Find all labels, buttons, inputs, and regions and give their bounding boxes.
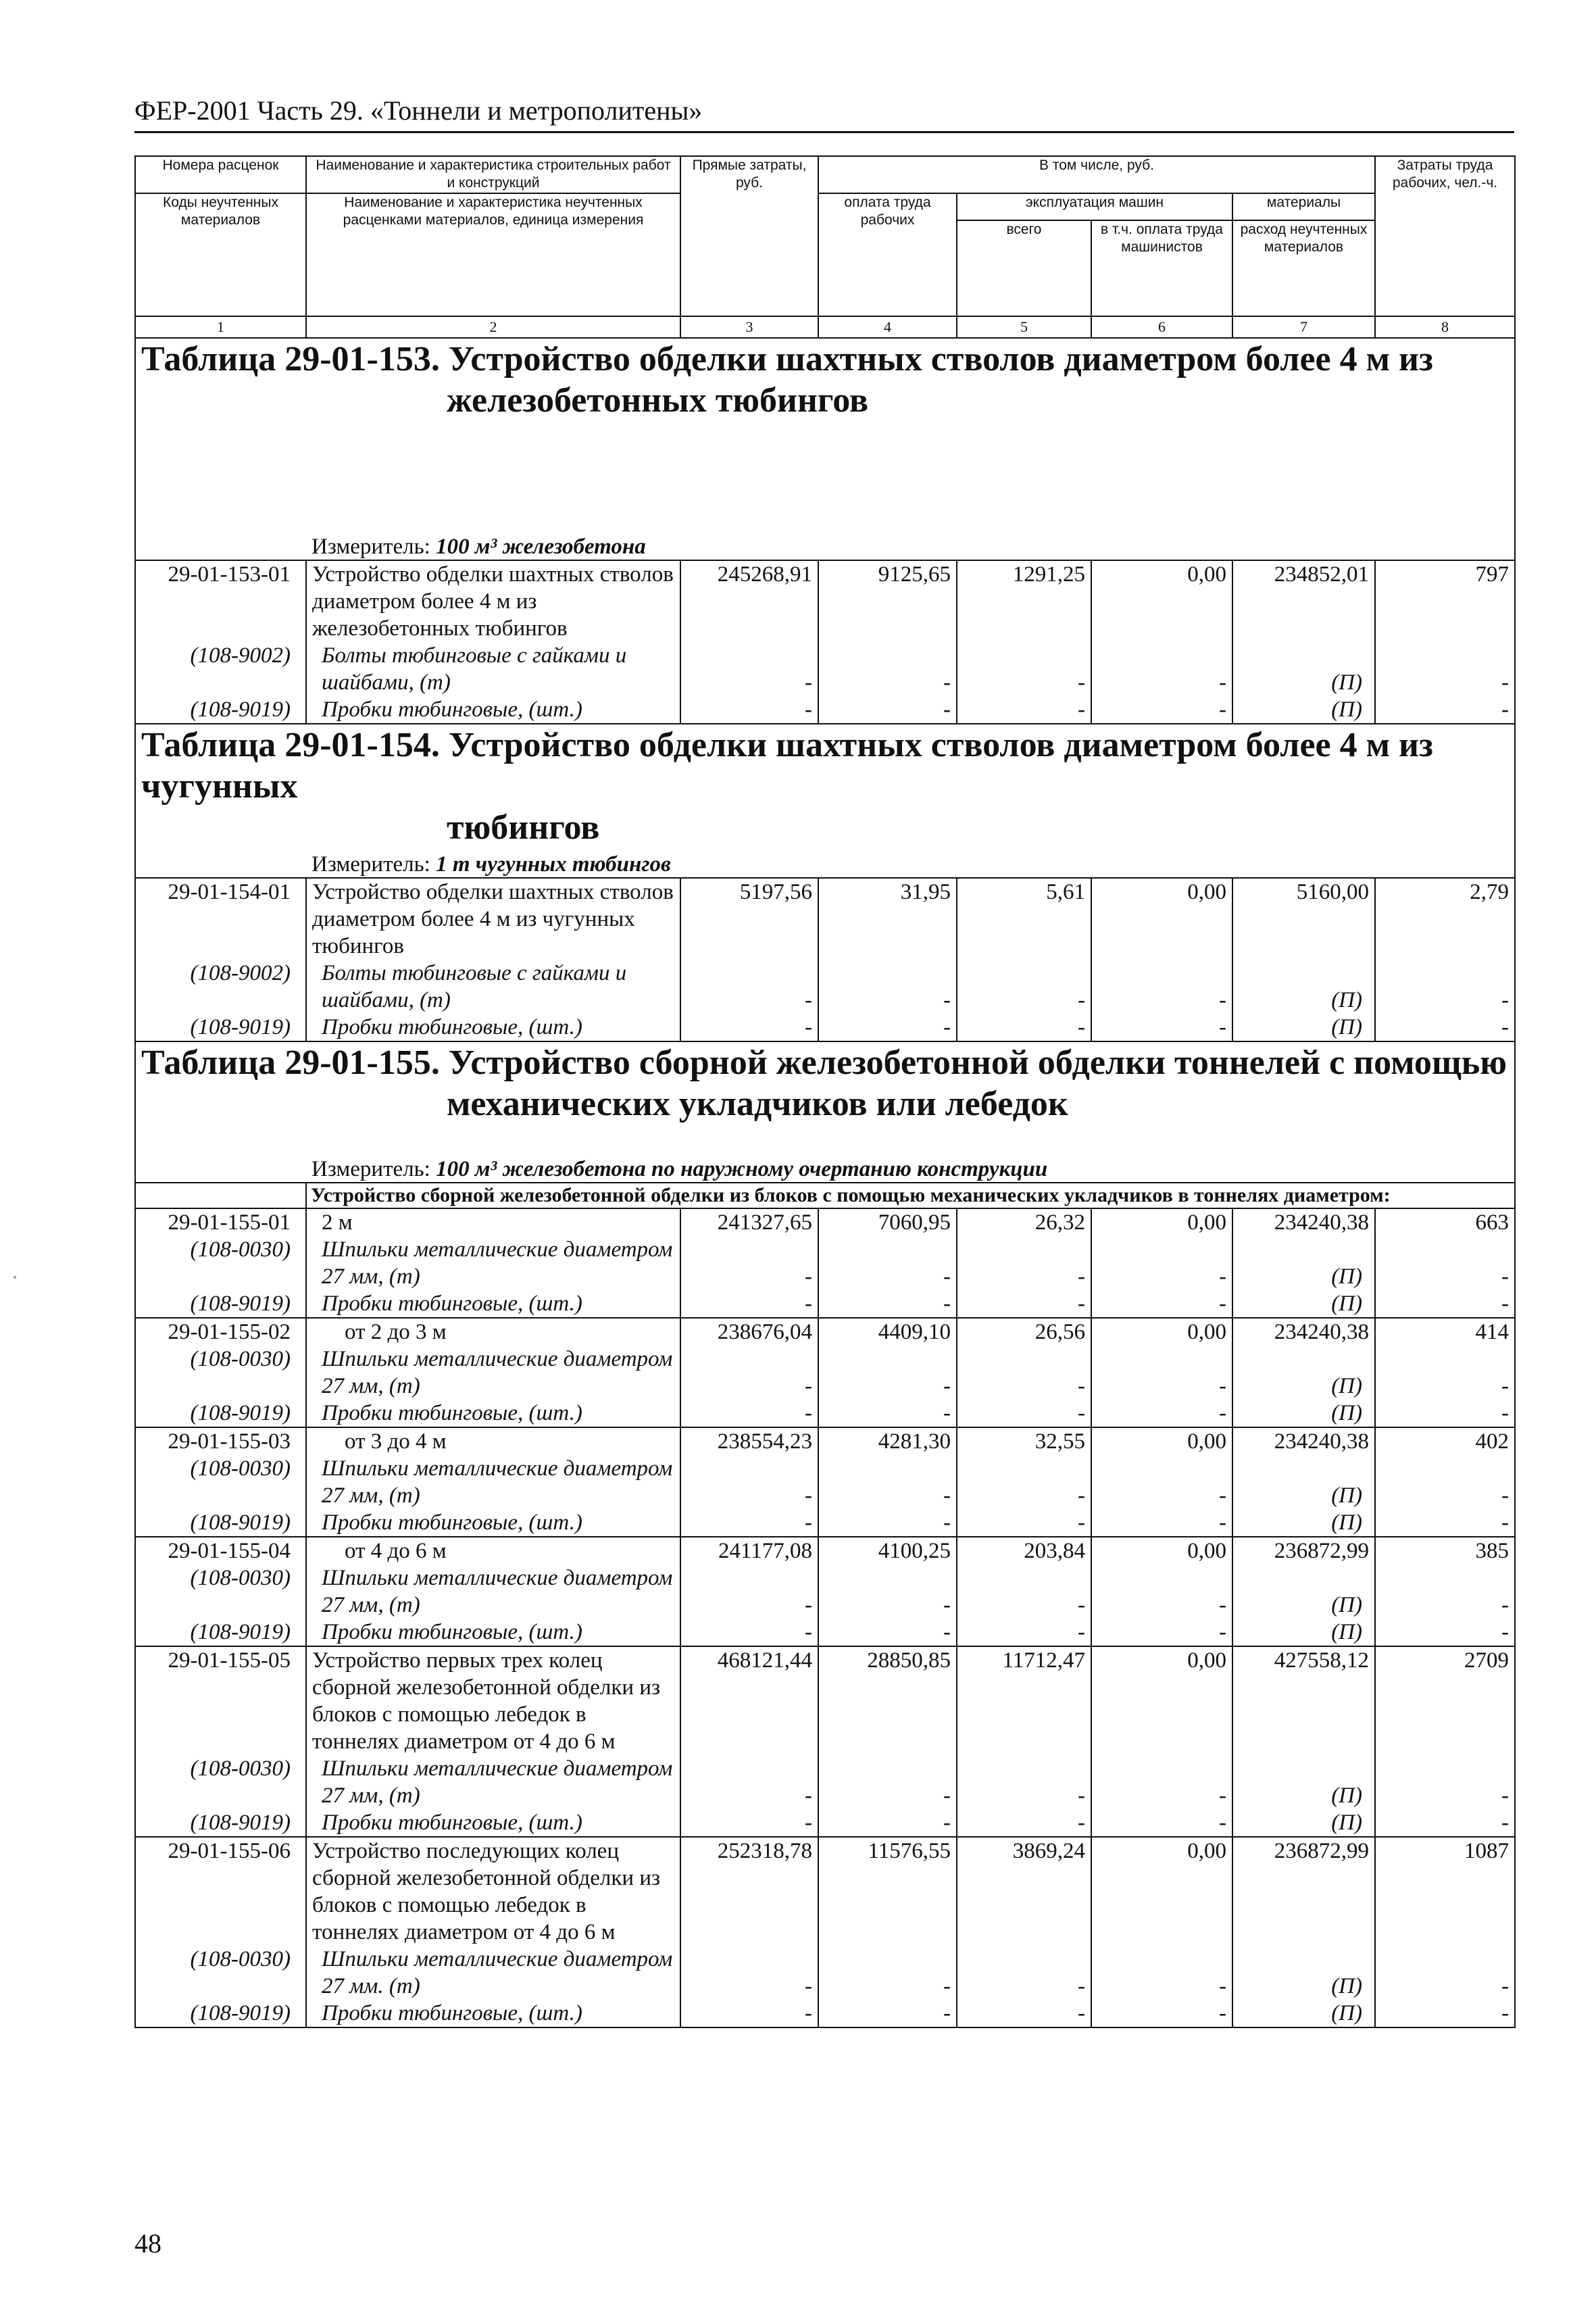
material-row (135, 1509, 1515, 1537)
machines-total-cell: - (957, 1946, 1091, 2000)
header-materials-sub: расход неучтенных материалов (1232, 220, 1375, 316)
materials-cell: (П) (1232, 1400, 1375, 1427)
machines-total-cell: - (957, 1236, 1091, 1290)
labor-cell: - (1375, 1565, 1515, 1619)
wages-cell: - (818, 1619, 957, 1646)
direct-costs-cell: - (680, 960, 818, 1014)
wages-cell: 7060,95 (818, 1208, 957, 1236)
running-head-rule (134, 131, 1514, 133)
rate-code: 29-01-153-01 (135, 560, 306, 642)
column-number: 3 (680, 316, 818, 338)
wages-cell: 28850,85 (818, 1646, 957, 1755)
rate-row (135, 1318, 1515, 1346)
machines-wages-cell: - (1091, 1809, 1232, 1837)
direct-costs-cell: 241327,65 (680, 1208, 818, 1236)
direct-costs-cell: - (680, 642, 818, 696)
labor-cell: 402 (1375, 1427, 1515, 1455)
materials-cell: (П) (1232, 696, 1375, 724)
labor-cell: 1087 (1375, 1837, 1515, 1946)
material-name: Шпильки металлические диаметром 27 мм. (т) (306, 1946, 680, 2000)
material-row (135, 696, 1515, 724)
materials-cell: 234240,38 (1232, 1318, 1375, 1346)
material-code: (108-9019) (135, 1509, 306, 1537)
direct-costs-cell: 245268,91 (680, 560, 818, 642)
machines-total-cell: - (957, 642, 1091, 696)
machines-total-cell: - (957, 1565, 1091, 1619)
material-name: Шпильки металлические диаметром 27 мм, (т) (306, 1565, 680, 1619)
rate-code: 29-01-155-06 (135, 1837, 306, 1946)
labor-cell: - (1375, 1290, 1515, 1318)
table-title-row (135, 338, 1515, 531)
rate-code: 29-01-155-05 (135, 1646, 306, 1755)
labor-cell: 663 (1375, 1208, 1515, 1236)
material-name: Пробки тюбинговые, (шт.) (306, 2000, 680, 2027)
wages-cell: - (818, 960, 957, 1014)
wages-cell: - (818, 1236, 957, 1290)
labor-cell: - (1375, 642, 1515, 696)
materials-cell: (П) (1232, 1014, 1375, 1041)
labor-cell: - (1375, 1236, 1515, 1290)
materials-cell: (П) (1232, 1809, 1375, 1837)
wages-cell: - (818, 1455, 957, 1509)
header-labor: Затраты труда рабочих, чел.-ч. (1375, 156, 1515, 316)
machines-wages-cell: 0,00 (1091, 1837, 1232, 1946)
materials-cell: 234240,38 (1232, 1427, 1375, 1455)
rate-name: от 3 до 4 м (306, 1427, 680, 1455)
header-including: В том числе, руб. (818, 156, 1375, 193)
subheading: Устройство сборной железобетонной обделки из блоков с помощью механических укладчиков в тоннелях диаметром: (306, 1183, 1515, 1208)
material-code: (108-9019) (135, 696, 306, 724)
wages-cell: - (818, 2000, 957, 2027)
direct-costs-cell: - (680, 1946, 818, 2000)
wages-cell: - (818, 642, 957, 696)
price-table (134, 155, 1516, 2028)
table-title-line: тюбингов (447, 808, 600, 847)
machines-total-cell: - (957, 1400, 1091, 1427)
material-row (135, 1565, 1515, 1619)
material-code: (108-0030) (135, 1236, 306, 1290)
meter-value: 100 м³ железобетона (436, 534, 646, 559)
materials-cell: (П) (1232, 1755, 1375, 1809)
machines-wages-cell: 0,00 (1091, 1646, 1232, 1755)
labor-cell: 414 (1375, 1318, 1515, 1346)
table-title (135, 1041, 1515, 1154)
machines-wages-cell: - (1091, 1400, 1232, 1427)
wages-cell: - (818, 1290, 957, 1318)
material-name: Пробки тюбинговые, (шт.) (306, 1619, 680, 1646)
meter-cell (135, 1154, 1515, 1183)
material-code: (108-9002) (135, 642, 306, 696)
material-row (135, 1946, 1515, 2000)
rate-code: 29-01-155-04 (135, 1537, 306, 1565)
labor-cell: - (1375, 1455, 1515, 1509)
wages-cell: 4281,30 (818, 1427, 957, 1455)
table-title-row (135, 724, 1515, 849)
page-number: 48 (134, 2228, 161, 2259)
machines-wages-cell: 0,00 (1091, 1427, 1232, 1455)
meter-row (135, 849, 1515, 878)
direct-costs-cell: - (680, 1014, 818, 1041)
table-title-line: Таблица 29-01-153. Устройство обделки шахтных стволов диаметром более 4 м из (141, 339, 1433, 378)
material-name: Пробки тюбинговые, (шт.) (306, 1290, 680, 1318)
wages-cell: - (818, 1946, 957, 2000)
material-row (135, 2000, 1515, 2027)
machines-wages-cell: 0,00 (1091, 1537, 1232, 1565)
direct-costs-cell: - (680, 1346, 818, 1400)
header-machines-total: всего (957, 220, 1091, 316)
machines-total-cell: - (957, 1290, 1091, 1318)
machines-total-cell: - (957, 1509, 1091, 1537)
direct-costs-cell: - (680, 1400, 818, 1427)
direct-costs-cell: 468121,44 (680, 1646, 818, 1755)
rate-name: Устройство обделки шахтных стволов диаметром более 4 м из железобетонных тюбингов (306, 560, 680, 642)
direct-costs-cell: 238554,23 (680, 1427, 818, 1455)
machines-total-cell: - (957, 1455, 1091, 1509)
machines-total-cell: 26,56 (957, 1318, 1091, 1346)
table-title (135, 338, 1515, 531)
direct-costs-cell: 252318,78 (680, 1837, 818, 1946)
material-row (135, 1014, 1515, 1041)
material-name: Болты тюбинговые с гайками и шайбами, (т) (306, 960, 680, 1014)
materials-cell: 236872,99 (1232, 1537, 1375, 1565)
subheading-row (135, 1183, 1515, 1208)
header-machines-wages: в т.ч. оплата труда машинистов (1091, 220, 1232, 316)
direct-costs-cell: - (680, 2000, 818, 2027)
labor-cell: - (1375, 1014, 1515, 1041)
rate-row (135, 1646, 1515, 1755)
materials-cell: 427558,12 (1232, 1646, 1375, 1755)
wages-cell: - (818, 1509, 957, 1537)
machines-total-cell: - (957, 960, 1091, 1014)
materials-cell: 234240,38 (1232, 1208, 1375, 1236)
table-title-line: механических укладчиков или лебедок (447, 1084, 1068, 1123)
machines-wages-cell: - (1091, 1509, 1232, 1537)
machines-wages-cell: - (1091, 642, 1232, 696)
direct-costs-cell: - (680, 1455, 818, 1509)
material-name: Пробки тюбинговые, (шт.) (306, 1400, 680, 1427)
material-name: Шпильки металлические диаметром 27 мм, (т) (306, 1346, 680, 1400)
header-machines: эксплуатация машин (957, 193, 1232, 220)
material-row (135, 1346, 1515, 1400)
scan-speck (14, 1276, 16, 1279)
header-row-mid (135, 193, 1515, 220)
machines-wages-cell: - (1091, 1290, 1232, 1318)
machines-wages-cell: 0,00 (1091, 560, 1232, 642)
material-code: (108-0030) (135, 1455, 306, 1509)
wages-cell: 4100,25 (818, 1537, 957, 1565)
rate-name: от 4 до 6 м (306, 1537, 680, 1565)
labor-cell: - (1375, 960, 1515, 1014)
rate-row (135, 1427, 1515, 1455)
column-number: 6 (1091, 316, 1232, 338)
rate-code: 29-01-155-02 (135, 1318, 306, 1346)
labor-cell: 2709 (1375, 1646, 1515, 1755)
direct-costs-cell: - (680, 1565, 818, 1619)
rate-name: от 2 до 3 м (306, 1318, 680, 1346)
meter-label: Измеритель: (311, 852, 437, 877)
materials-cell: 234852,01 (1232, 560, 1375, 642)
column-number: 8 (1375, 316, 1515, 338)
material-row (135, 1236, 1515, 1290)
wages-cell: 4409,10 (818, 1318, 957, 1346)
direct-costs-cell: - (680, 1509, 818, 1537)
machines-wages-cell: - (1091, 696, 1232, 724)
materials-cell: (П) (1232, 1619, 1375, 1646)
meter-row (135, 1154, 1515, 1183)
table-title-row (135, 1041, 1515, 1154)
meter-cell (135, 849, 1515, 878)
rate-name: 2 м (306, 1208, 680, 1236)
materials-cell: 5160,00 (1232, 878, 1375, 960)
material-row (135, 642, 1515, 696)
materials-cell: (П) (1232, 1236, 1375, 1290)
wages-cell: - (818, 1565, 957, 1619)
machines-total-cell: 11712,47 (957, 1646, 1091, 1755)
material-name: Пробки тюбинговые, (шт.) (306, 1509, 680, 1537)
labor-cell: 797 (1375, 560, 1515, 642)
material-row (135, 1619, 1515, 1646)
meter-value: 1 т чугунных тюбингов (436, 852, 671, 877)
table-title-line: железобетонных тюбингов (447, 380, 869, 420)
column-number: 2 (306, 316, 680, 338)
material-code: (108-9019) (135, 1619, 306, 1646)
running-head: ФЕР-2001 Часть 29. «Тоннели и метрополитены» (134, 95, 703, 126)
machines-wages-cell: - (1091, 1619, 1232, 1646)
direct-costs-cell: - (680, 1809, 818, 1837)
material-row (135, 1400, 1515, 1427)
wages-cell: - (818, 1400, 957, 1427)
machines-total-cell: - (957, 1014, 1091, 1041)
machines-wages-cell: - (1091, 1946, 1232, 2000)
wages-cell: 31,95 (818, 878, 957, 960)
material-code: (108-9019) (135, 1809, 306, 1837)
labor-cell: - (1375, 696, 1515, 724)
column-number-row (135, 316, 1515, 338)
labor-cell: - (1375, 1346, 1515, 1400)
rate-code: 29-01-155-01 (135, 1208, 306, 1236)
materials-cell: (П) (1232, 1290, 1375, 1318)
direct-costs-cell: - (680, 1290, 818, 1318)
header-codes: Коды неучтенных материалов (135, 193, 306, 316)
material-row (135, 1455, 1515, 1509)
material-name: Болты тюбинговые с гайками и шайбами, (т) (306, 642, 680, 696)
machines-total-cell: - (957, 1755, 1091, 1809)
machines-total-cell: 1291,25 (957, 560, 1091, 642)
material-code: (108-9019) (135, 1014, 306, 1041)
materials-cell: (П) (1232, 642, 1375, 696)
wages-cell: - (818, 1755, 957, 1809)
machines-total-cell: 5,61 (957, 878, 1091, 960)
labor-cell: 2,79 (1375, 878, 1515, 960)
rate-code: 29-01-155-03 (135, 1427, 306, 1455)
labor-cell: - (1375, 1946, 1515, 2000)
material-code: (108-9002) (135, 960, 306, 1014)
table-title-line: Таблица 29-01-154. Устройство обделки шахтных стволов диаметром более 4 м из чугунных (141, 725, 1433, 806)
labor-cell: - (1375, 1400, 1515, 1427)
machines-wages-cell: - (1091, 1014, 1232, 1041)
material-code: (108-9019) (135, 2000, 306, 2027)
direct-costs-cell: - (680, 1619, 818, 1646)
labor-cell: 385 (1375, 1537, 1515, 1565)
machines-wages-cell: 0,00 (1091, 1318, 1232, 1346)
direct-costs-cell: 5197,56 (680, 878, 818, 960)
material-code: (108-9019) (135, 1400, 306, 1427)
machines-total-cell: - (957, 696, 1091, 724)
machines-total-cell: 203,84 (957, 1537, 1091, 1565)
direct-costs-cell: - (680, 696, 818, 724)
column-number: 1 (135, 316, 306, 338)
machines-wages-cell: - (1091, 1565, 1232, 1619)
machines-wages-cell: - (1091, 1236, 1232, 1290)
direct-costs-cell: - (680, 1755, 818, 1809)
header-materials: материалы (1232, 193, 1375, 220)
meter-cell (135, 531, 1515, 560)
materials-cell: 236872,99 (1232, 1837, 1375, 1946)
labor-cell: - (1375, 2000, 1515, 2027)
meter-label: Измеритель: (311, 1156, 437, 1181)
materials-cell: (П) (1232, 1509, 1375, 1537)
material-name: Пробки тюбинговые, (шт.) (306, 696, 680, 724)
material-code: (108-9019) (135, 1290, 306, 1318)
machines-wages-cell: - (1091, 960, 1232, 1014)
material-name: Шпильки металлические диаметром 27 мм, (т) (306, 1755, 680, 1809)
machines-wages-cell: - (1091, 1346, 1232, 1400)
labor-cell: - (1375, 1619, 1515, 1646)
material-row (135, 1290, 1515, 1318)
labor-cell: - (1375, 1509, 1515, 1537)
direct-costs-cell: 238676,04 (680, 1318, 818, 1346)
material-code: (108-0030) (135, 1755, 306, 1809)
machines-total-cell: 32,55 (957, 1427, 1091, 1455)
machines-total-cell: 26,32 (957, 1208, 1091, 1236)
material-name: Пробки тюбинговые, (шт.) (306, 1014, 680, 1041)
rate-row (135, 878, 1515, 960)
rate-name: Устройство последующих колец сборной железобетонной обделки из блоков с помощью лебедок в тоннелях диаметром от 4 до 6 м (306, 1837, 680, 1946)
column-number: 7 (1232, 316, 1375, 338)
wages-cell: - (818, 1014, 957, 1041)
header-wages: оплата труда рабочих (818, 193, 957, 316)
rate-row (135, 1537, 1515, 1565)
machines-total-cell: - (957, 1346, 1091, 1400)
header-numbers: Номера расценок (135, 156, 306, 193)
rate-row (135, 1208, 1515, 1236)
material-name: Шпильки металлические диаметром 27 мм, (т) (306, 1236, 680, 1290)
meter-row (135, 531, 1515, 560)
material-name: Шпильки металлические диаметром 27 мм, (т) (306, 1455, 680, 1509)
header-name: Наименование и характеристика строительных работ и конструкций (306, 156, 680, 193)
header-name-sub: Наименование и характеристика неучтенных расценками материалов, единица измерения (306, 193, 680, 316)
material-row (135, 1809, 1515, 1837)
table-title-line: Таблица 29-01-155. Устройство сборной железобетонной обделки тоннелей с помощью (141, 1043, 1507, 1082)
direct-costs-cell: - (680, 1236, 818, 1290)
materials-cell: (П) (1232, 2000, 1375, 2027)
labor-cell: - (1375, 1809, 1515, 1837)
materials-cell: (П) (1232, 1346, 1375, 1400)
material-code: (108-0030) (135, 1346, 306, 1400)
rate-row (135, 1837, 1515, 1946)
meter-label: Измеритель: (311, 534, 437, 559)
material-row (135, 1755, 1515, 1809)
subheading-blank (135, 1183, 306, 1208)
column-number: 5 (957, 316, 1091, 338)
rate-name: Устройство обделки шахтных стволов диаметром более 4 м из чугунных тюбингов (306, 878, 680, 960)
material-row (135, 960, 1515, 1014)
material-name: Пробки тюбинговые, (шт.) (306, 1809, 680, 1837)
wages-cell: 11576,55 (818, 1837, 957, 1946)
material-code: (108-0030) (135, 1946, 306, 2000)
machines-wages-cell: - (1091, 1755, 1232, 1809)
header-row-top (135, 156, 1515, 193)
machines-wages-cell: 0,00 (1091, 1208, 1232, 1236)
material-code: (108-0030) (135, 1565, 306, 1619)
machines-total-cell: - (957, 2000, 1091, 2027)
wages-cell: 9125,65 (818, 560, 957, 642)
rate-name: Устройство первых трех колец сборной железобетонной обделки из блоков с помощью лебедок в тоннелях диаметром от 4 до 6 м (306, 1646, 680, 1755)
materials-cell: (П) (1232, 1946, 1375, 2000)
rate-code: 29-01-154-01 (135, 878, 306, 960)
machines-total-cell: - (957, 1809, 1091, 1837)
rate-row (135, 560, 1515, 642)
machines-total-cell: - (957, 1619, 1091, 1646)
machines-total-cell: 3869,24 (957, 1837, 1091, 1946)
meter-value: 100 м³ железобетона по наружному очертанию конструкции (436, 1156, 1048, 1181)
table-title (135, 724, 1515, 849)
wages-cell: - (818, 1809, 957, 1837)
column-number: 4 (818, 316, 957, 338)
machines-wages-cell: - (1091, 1455, 1232, 1509)
direct-costs-cell: 241177,08 (680, 1537, 818, 1565)
materials-cell: (П) (1232, 1455, 1375, 1509)
wages-cell: - (818, 1346, 957, 1400)
labor-cell: - (1375, 1755, 1515, 1809)
machines-wages-cell: - (1091, 2000, 1232, 2027)
header-direct-costs: Прямые затраты, руб. (680, 156, 818, 316)
machines-wages-cell: 0,00 (1091, 878, 1232, 960)
materials-cell: (П) (1232, 960, 1375, 1014)
wages-cell: - (818, 696, 957, 724)
materials-cell: (П) (1232, 1565, 1375, 1619)
